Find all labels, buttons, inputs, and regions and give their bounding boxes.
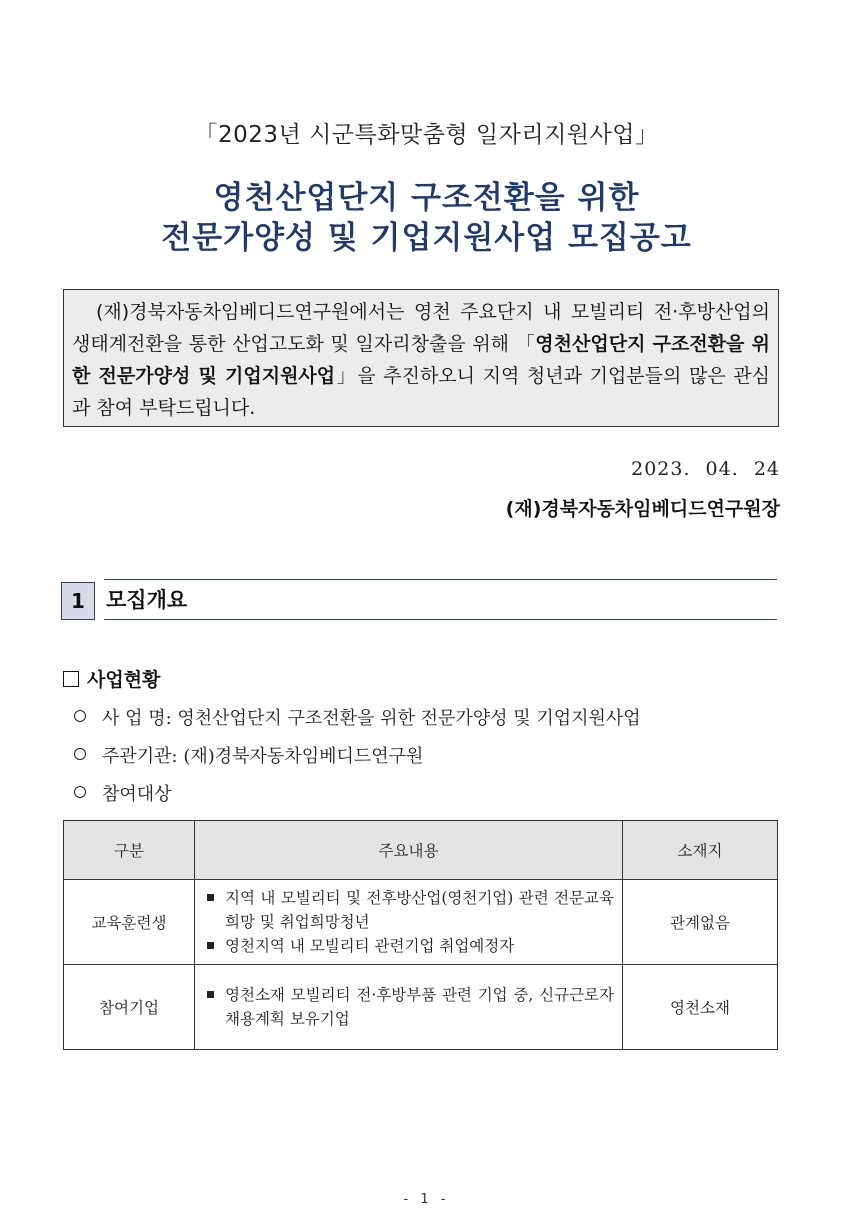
section-number: 1 — [61, 582, 95, 620]
section-title: 모집개요 — [106, 588, 188, 612]
row-location: 영천소재 — [623, 965, 778, 1050]
row-category: 참여기업 — [64, 965, 195, 1050]
intro-text-bold: 영천산업단지 구조전환을 위한 전문가양성 및 기업지원사업 — [72, 333, 770, 387]
intro-box — [63, 289, 779, 427]
subsection-title: 사업현황 — [87, 669, 161, 691]
circle-bullet-icon — [74, 786, 86, 798]
subsection-heading — [63, 665, 160, 692]
circle-bullet-icon — [74, 748, 86, 760]
list-item — [74, 742, 423, 768]
page-number: - 1 - — [403, 1192, 450, 1207]
row-content — [195, 880, 623, 965]
announcement-date: 2023. 04. 24 — [631, 458, 780, 480]
bullet-item: 영천지역 내 모빌리티 관련기업 취업예정자 — [205, 934, 614, 958]
intro-text-part1: (재)경북자동차임베디드연구원에서는 영천 주요단지 내 모빌리티 전·후방산업의 생태계전환을 통한 산업고도화 및 일자리창출을 위해 「 — [72, 301, 770, 355]
checkbox-square-icon — [63, 671, 79, 687]
section-rule-top — [104, 579, 777, 580]
row-content — [195, 965, 623, 1050]
table-row — [64, 880, 778, 965]
eligibility-table — [63, 820, 778, 1050]
bullet-item: 지역 내 모빌리티 및 전후방산업(영천기업) 관련 전문교육 희망 및 취업희망청년 — [205, 886, 614, 934]
program-name: 「2023년 시군특화맞춤형 일자리지원사업」 — [194, 122, 659, 148]
section-rule-bottom — [104, 619, 777, 620]
list-item — [74, 780, 172, 806]
list-item-text: 주관기관: (재)경북자동차임베디드연구원 — [102, 746, 424, 767]
intro-text-part2: 」을 추진하오니 지역 청년과 기업분들의 많은 관심과 참여 부탁드립니다. — [72, 365, 770, 419]
table-header-content: 주요내용 — [195, 821, 623, 880]
table-header-location: 소재지 — [623, 821, 778, 880]
bullet-item: 영천소재 모빌리티 전·후방부품 관련 기업 중, 신규근로자 채용계획 보유기업 — [205, 983, 614, 1031]
table-row — [64, 965, 778, 1050]
table-header-category: 구분 — [64, 821, 195, 880]
row-location: 관계없음 — [623, 880, 778, 965]
issuer-signature: (재)경북자동차임베디드연구원장 — [505, 498, 780, 520]
list-item-text: 사 업 명: 영천산업단지 구조전환을 위한 전문가양성 및 기업지원사업 — [102, 708, 641, 729]
announcement-title-line1: 영천산업단지 구조전환을 위한 — [213, 180, 640, 216]
list-item — [74, 704, 641, 730]
announcement-title-line2: 전문가양성 및 기업지원사업 모집공고 — [161, 220, 692, 256]
list-item-text: 참여대상 — [102, 784, 172, 805]
row-category: 교육훈련생 — [64, 880, 195, 965]
table-header-row — [64, 821, 778, 880]
circle-bullet-icon — [74, 710, 86, 722]
